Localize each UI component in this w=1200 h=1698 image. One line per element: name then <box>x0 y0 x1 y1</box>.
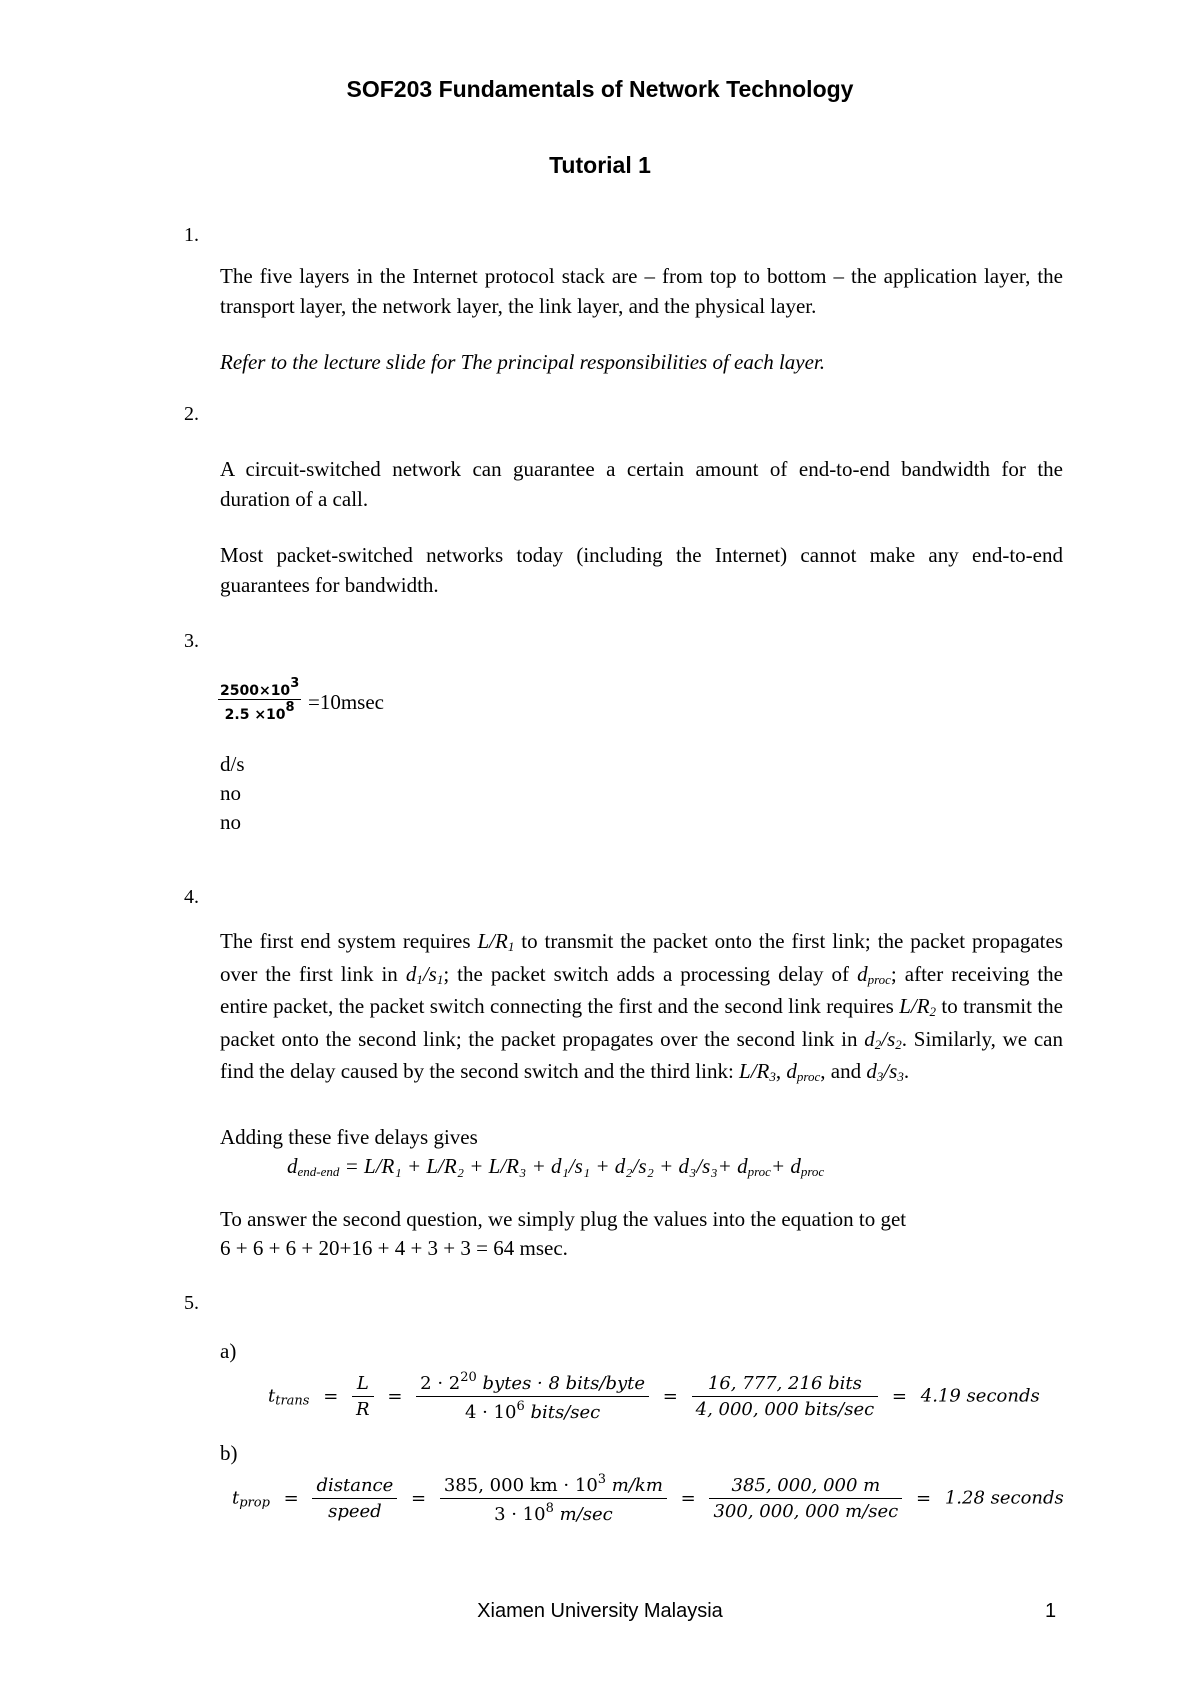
q3-fraction <box>218 676 301 723</box>
question-4-number: 4. <box>184 886 199 908</box>
q1-answer: The five layers in the Internet protocol stack are – from top to bottom – the application layer, the transport layer, the network layer, the link layer, and the physical layer. <box>220 264 1063 318</box>
q5-part-a-label: a) <box>220 1339 237 1363</box>
question-5-number: 5. <box>184 1292 199 1314</box>
footer-institution: Xiamen University Malaysia <box>477 1600 723 1622</box>
q3-numerator: 2500×10 <box>220 683 291 699</box>
tutorial-title: Tutorial 1 <box>549 152 651 178</box>
q4-paragraph: The first end system requires $L/R_1$ to transmit the packet onto the first link; the packet propagates over the first link in $d_1/s_1$; the packet switch adds a processing delay of $d_{proc}$; after receiving the entire packet, the packet switch connecting the first and the second link requires $L/R_2$ to transmit the packet onto the second link; the packet propagates over the second link in $d_2/s_2$. Similarly, we can find the delay caused by the second switch and the third link: $L/R_3$, $d_{proc}$, and $d_3/s_3$. <box>220 929 1064 1084</box>
q4-answer-sum: 6 + 6 + 6 + 20+16 + 4 + 3 + 3 = 64 msec. <box>220 1236 568 1260</box>
q5-equation-a: $t_{trans}$ = $\frac{L}{R}$ = $\frac{2 \cdot 2^{20} bytes \cdot 8 bits/byte}{4 \cdot 10^6 bits/\sec}$ = $\frac{\text{16, 777, 216 bits}}{\text{4, 000, 000 bits/sec}}$ = 4.19 seconds <box>268 1370 1040 1423</box>
q5-part-b-label: b) <box>220 1441 238 1465</box>
q3-line3: no <box>220 810 241 834</box>
q3-result: =10msec <box>308 690 384 714</box>
course-title: SOF203 Fundamentals of Network Technology <box>346 76 854 102</box>
q4-formula: $d_{end-end} = L/R_1 + L/R_2 + L/R_3 + d_1/s_1 + d_2/s_2 + d_3/s_3+ d_{proc}+ d_{proc}$ <box>287 1154 825 1179</box>
q4-answer-intro: To answer the second question, we simply plug the values into the equation to get <box>220 1207 907 1231</box>
question-2-number: 2. <box>184 403 199 425</box>
footer-page-number: 1 <box>1045 1600 1057 1622</box>
q1-note: Refer to the lecture slide for The principal responsibilities of each layer. <box>220 350 826 374</box>
q5-equation-b: $t_{prop}$ = $\frac{\text{distance}}{\text{speed}}$ = $\frac{385, 000 km \cdot 10^3 m/km}{3 \cdot 10^8 m/\sec}$ = $\frac{385, 000, 000 m}{300, 000, 000 m/\sec}$ = 1.28 seconds <box>232 1472 1064 1525</box>
q3-denominator: 2.5 ×10 <box>224 707 286 723</box>
q4-adding-text: Adding these five delays gives <box>220 1125 478 1149</box>
q3-denominator-exp: 8 <box>285 700 295 715</box>
question-3-number: 3. <box>184 630 199 652</box>
question-1-number: 1. <box>184 224 199 246</box>
q2-para2: Most packet-switched networks today (including the Internet) cannot make any end-to-end guarantees for bandwidth. <box>220 543 1063 597</box>
q3-numerator-exp: 3 <box>290 676 300 691</box>
q3-line2: no <box>220 781 241 805</box>
q2-para1: A circuit-switched network can guarantee a certain amount of end-to-end bandwidth for the duration of a call. <box>220 457 1063 511</box>
q3-line1: d/s <box>220 752 245 776</box>
